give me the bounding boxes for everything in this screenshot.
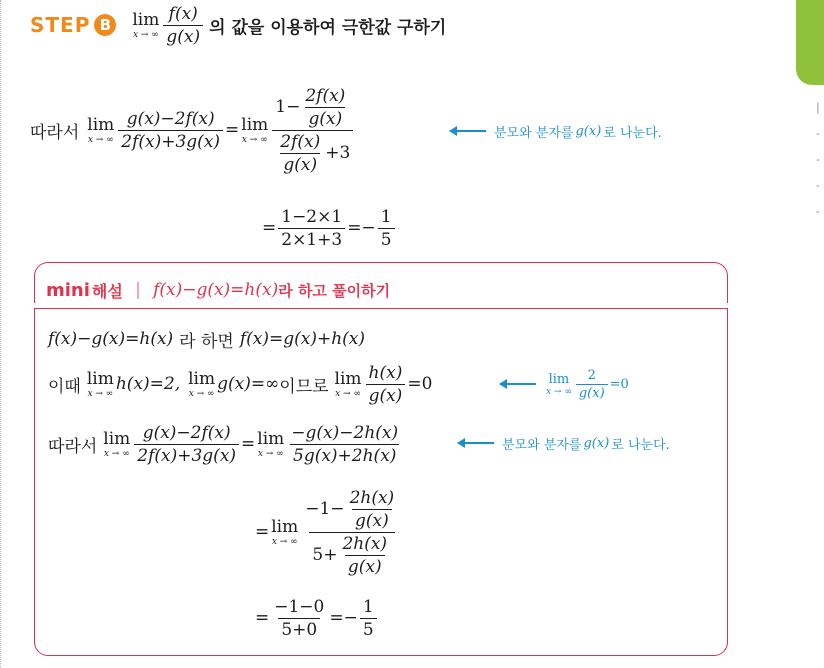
arrow-left-icon: [450, 130, 486, 132]
mini-label: mini: [46, 279, 90, 301]
mini-title-math: f(x)−g(x)=h(x): [153, 280, 279, 300]
note-divide: 분모와 분자를 g(x) 로 나눈다.: [450, 120, 662, 142]
mini-line-2: 이때 lim x → ∞ h(x)=2, lim x → ∞ g(x)=∞ 이므로 lim x → ∞ $\frac{h(x)}{g(x)}$ =0: [48, 362, 433, 406]
arrow-left-icon: [500, 383, 536, 385]
page-margin-line: [0, 0, 1, 668]
solution-line-2: [262, 200, 397, 256]
note-limit-zero: lim x → ∞ $\frac{2}{g(x)}$ =0: [500, 362, 629, 406]
equals-sign: =: [262, 218, 277, 238]
mini-header: [46, 276, 390, 304]
header-title: 의 값을 이용하여 극한값 구하기: [209, 17, 447, 38]
arrow-left-icon: [458, 442, 494, 444]
step-label: STEP: [30, 13, 91, 37]
header-fraction: $\frac{f(x)}{g(x)}$: [163, 4, 203, 47]
limit-operator: lim x → ∞: [87, 115, 115, 145]
equals-minus: =−: [347, 218, 376, 238]
mini-line-1: f(x)−g(x)=h(x) 라 하면 f(x)=g(x)+h(x): [48, 329, 366, 352]
result-fraction: $\frac{1}{5}$: [378, 207, 395, 250]
limit-operator: lim x → ∞: [132, 10, 160, 40]
step-header: [30, 0, 446, 50]
mini-line-4: = lim x → ∞ −1− $\frac{2h(x)}{g(x)}$ 5+ $\frac{2h(x)}{g(x)}$: [255, 487, 395, 577]
right-column-edge: | - - - -: [816, 101, 820, 218]
mini-line-5: = $\frac{-1-0}{5+0}$ =− $\frac{1}{5}$: [255, 590, 379, 646]
lhs-fraction: $\frac{g(x)-2f(x)}{2f(x)+3g(x)}$: [118, 109, 223, 152]
solution-line-1: [30, 70, 355, 190]
equals-sign: =: [225, 120, 240, 140]
mini-separator: |: [134, 280, 142, 300]
calc-fraction: $\frac{1-2\times 1}{2\times 1+3}$: [278, 207, 345, 250]
complex-fraction: 1− $\frac{2f(x)}{g(x)}$ $\frac{2f(x)}{g(x)}$ +3: [272, 86, 353, 175]
therefore-text: 따라서: [30, 122, 80, 143]
mini-line-3: 따라서 lim x → ∞ $\frac{g(x)-2f(x)}{2f(x)+3g(x)}$ = lim x → ∞ $\frac{-g(x)-2h(x)}{5g(x)+2h(x)}$: [48, 422, 399, 466]
mini-title-text: 라 하고 풀이하기: [278, 281, 391, 300]
step-badge: B: [94, 14, 116, 36]
limit-operator: lim x → ∞: [241, 115, 269, 145]
chapter-tab: [796, 0, 824, 85]
note-divide-2: 분모와 분자를 g(x) 로 나눈다.: [458, 432, 670, 454]
mini-label-2: 해설: [91, 281, 123, 301]
